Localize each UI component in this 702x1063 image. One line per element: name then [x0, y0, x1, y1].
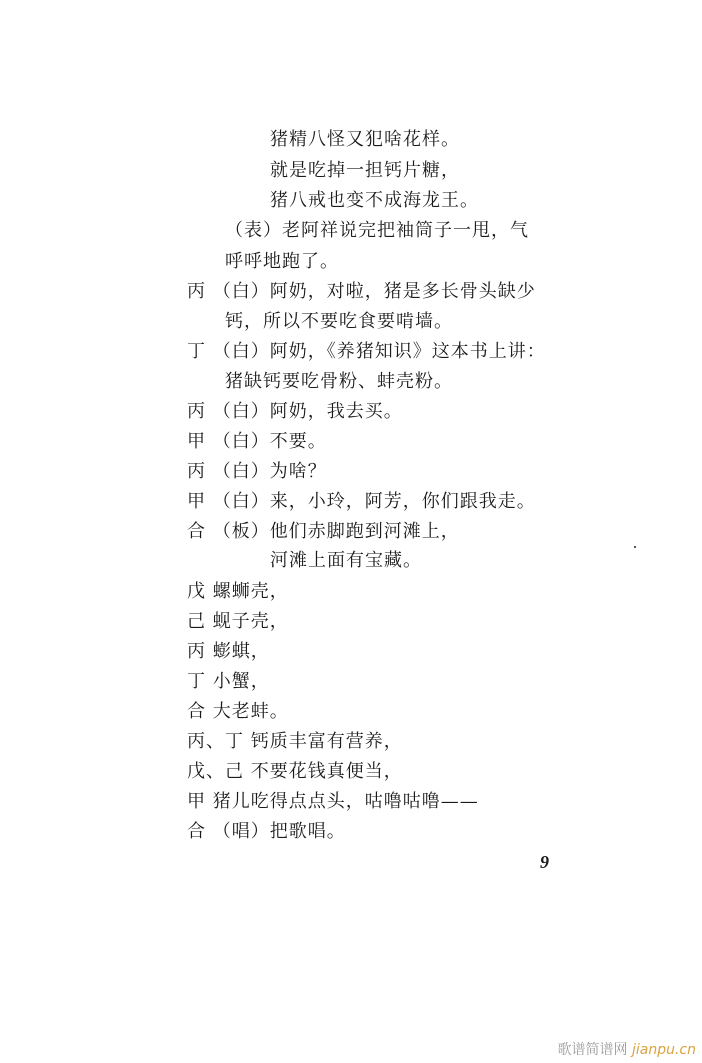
- text-line: 就是吃掉一担钙片糖，: [270, 160, 460, 181]
- text-line: 河滩上面有宝藏。: [270, 550, 422, 571]
- text-line: 丁 小蟹，: [187, 671, 270, 692]
- text-line: 丙 （白）阿奶，对啦，猪是多长骨头缺少: [187, 281, 536, 302]
- page-number: 9: [540, 852, 549, 872]
- text-line: 猪精八怪又犯啥花样。: [270, 129, 460, 150]
- text-line: 甲 猪儿吃得点点头，咕噜咕噜——: [187, 791, 479, 812]
- text-line: 猪八戒也变不成海龙王。: [270, 190, 479, 211]
- text-line: 丙 （白）为啥？: [187, 461, 327, 482]
- text-line: 呼呼地跑了。: [225, 251, 339, 272]
- text-line: 己 蚬子壳，: [187, 611, 289, 632]
- speck: [634, 546, 636, 548]
- text-line: 戊、己 不要花钱真便当，: [187, 761, 403, 782]
- text-line: 丙 蟛蜞，: [187, 641, 270, 662]
- text-line: 钙，所以不要吃食要啃墙。: [225, 311, 453, 332]
- text-line: 戊 螺蛳壳，: [187, 581, 289, 602]
- text-line: 丁 （白）阿奶，《养猪知识》这本书上讲：: [187, 341, 546, 362]
- text-line: 猪缺钙要吃骨粉、蚌壳粉。: [225, 371, 453, 392]
- text-line: 甲 （白）不要。: [187, 431, 327, 452]
- text-line: 丙、丁 钙质丰富有营养，: [187, 731, 403, 752]
- text-line: 合 大老蚌。: [187, 701, 289, 722]
- text-line: （表）老阿祥说完把袖筒子一甩，气: [225, 220, 529, 241]
- watermark: [558, 1039, 696, 1059]
- watermark-site: 歌谱简谱网: [557, 1042, 628, 1058]
- text-line: 甲 （白）来，小玲，阿芳，你们跟我走。: [187, 491, 536, 512]
- text-line: 丙 （白）阿奶，我去买。: [187, 401, 403, 422]
- text-line: 合 （唱）把歌唱。: [187, 821, 346, 842]
- text-line: 合 （板）他们赤脚跑到河滩上，: [187, 521, 460, 542]
- watermark-url: jianpu.cn: [631, 1042, 696, 1058]
